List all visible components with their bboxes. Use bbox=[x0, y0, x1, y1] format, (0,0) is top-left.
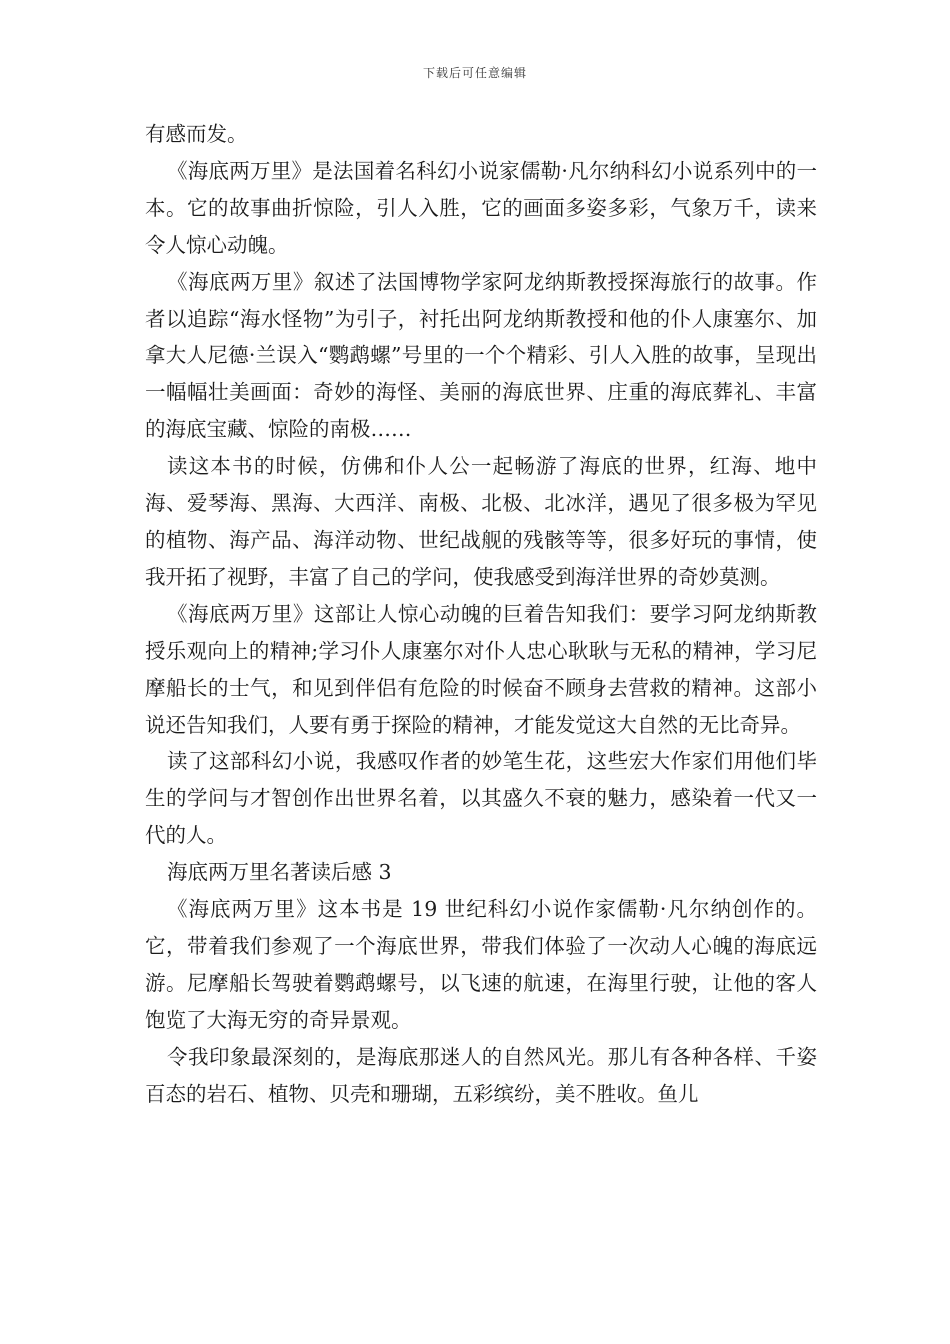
paragraph-continuation: 有感而发。 bbox=[145, 122, 248, 146]
paragraph-section3-scenery: 令我印象最深刻的，是海底那迷人的自然风光。那儿有各种各样、千姿百态的岩石、植物、贝壳和珊瑚，五彩缤纷，美不胜收。鱼儿 bbox=[145, 1044, 817, 1106]
paragraph-section3-intro: 《海底两万里》这本书是 19 世纪科幻小说作家儒勒·凡尔纳创作的。它，带着我们参观了一个海底世界，带我们体验了一次动人心魄的海底远游。尼摩船长驾驶着鹦鹉螺号，以飞速的航速，在海里行驶，让他的客人饱览了大海无穷的奇异景观。 bbox=[145, 897, 817, 1032]
paragraph-summary: 《海底两万里》叙述了法国博物学家阿龙纳斯教授探海旅行的故事。作者以追踪“海水怪物”为引子，衬托出阿龙纳斯教授和他的仆人康塞尔、加拿大人尼德·兰误入“鹦鹉螺”号里的一个个精彩、引人入胜的故事，呈现出一幅幅壮美画面：奇妙的海怪、美丽的海底世界、庄重的海底葬礼、丰富的海底宝藏、惊险的南极…… bbox=[145, 269, 817, 442]
paragraph-lessons: 《海底两万里》这部让人惊心动魄的巨着告知我们：要学习阿龙纳斯教授乐观向上的精神;学习仆人康塞尔对仆人忠心耿耿与无私的精神，学习尼摩船长的士气，和见到伴侣有危险的时候奋不顾身去营救的精神。这部小说还告知我们，人要有勇于探险的精神，才能发觉这大自然的无比奇异。 bbox=[145, 601, 817, 737]
paragraph-reading-feeling: 读这本书的时候，仿佛和仆人公一起畅游了海底的世界，红海、地中海、爱琴海、黑海、大西洋、南极、北极、北冰洋，遇见了很多极为罕见的植物、海产品、海洋动物、世纪战舰的残骸等等，很多好玩的事情，使我开拓了视野，丰富了自己的学问，使我感受到海洋世界的奇妙莫测。 bbox=[145, 454, 817, 589]
page-header: 下载后可任意编辑 bbox=[422, 66, 527, 80]
section-heading: 海底两万里名著读后感 3 bbox=[167, 860, 392, 885]
document-body bbox=[145, 116, 817, 1112]
paragraph-conclusion: 读了这部科幻小说，我感叹作者的妙笔生花，这些宏大作家们用他们毕生的学问与才智创作出世界名着，以其盛久不衰的魅力，感染着一代又一代的人。 bbox=[145, 749, 817, 848]
paragraph-intro: 《海底两万里》是法国着名科幻小说家儒勒·凡尔纳科幻小说系列中的一本。它的故事曲折惊险，引人入胜，它的画面多姿多彩，气象万千，读来令人惊心动魄。 bbox=[145, 158, 817, 257]
